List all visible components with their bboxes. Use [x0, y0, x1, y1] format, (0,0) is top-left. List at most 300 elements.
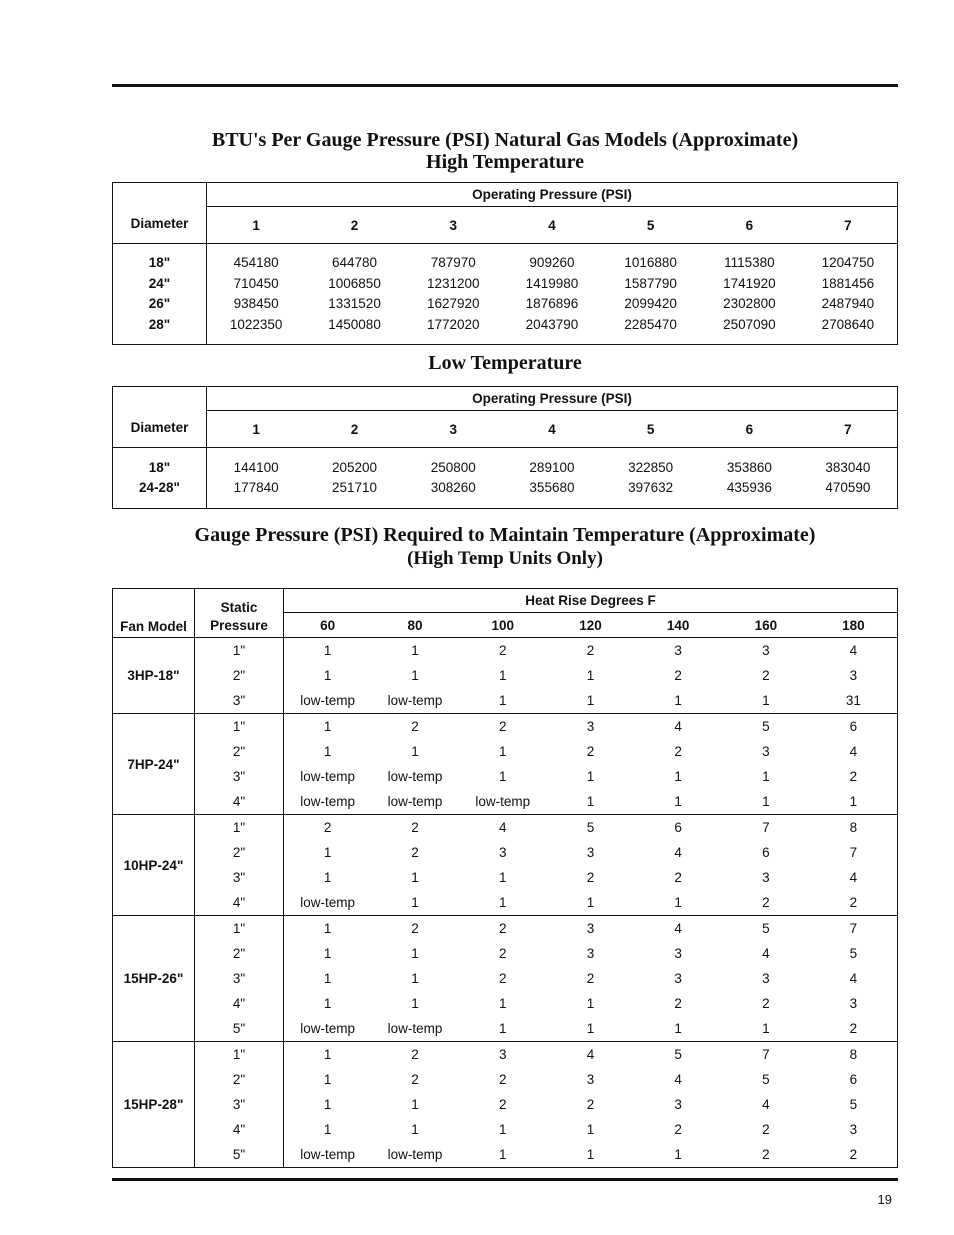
btu-value: 1881456 [821, 275, 875, 291]
static-pressure-cell: 1" [195, 916, 284, 942]
psi-value-cell: 1 [674, 1021, 682, 1036]
btu-column [404, 448, 503, 509]
static-pressure-cell: 3" [195, 688, 284, 714]
degree-column-header: 160 [754, 617, 778, 633]
btu-value: 1876896 [525, 296, 579, 311]
psi-value-cell: 3 [634, 638, 722, 664]
psi-value-cell: 2 [586, 1097, 595, 1112]
psi-value-cell: 3 [849, 668, 858, 683]
psi-value-cell: 4 [674, 845, 682, 860]
psi-value-cell: 1 [411, 1097, 419, 1112]
psi-value-cell: 1 [284, 1042, 372, 1068]
psi-value-cell: 2 [499, 946, 507, 961]
psi-value-cell: 3 [674, 971, 682, 986]
btu-column [700, 244, 799, 345]
psi-value-cell: 4 [849, 971, 858, 986]
btu-value: 177840 [233, 480, 279, 495]
psi-value-cell: 6 [762, 845, 770, 860]
static-pressure-cell: 2" [195, 941, 284, 966]
btu-column [404, 244, 503, 345]
btu-value: 289100 [529, 459, 575, 475]
btu-value: 2302800 [723, 296, 776, 311]
psi-value-cell: 3 [849, 1122, 858, 1137]
static-pressure-cell: 3" [195, 966, 284, 991]
psi-value-cell: 2 [411, 1072, 419, 1087]
psi-value-cell: 3 [674, 946, 682, 961]
btu-value: 322850 [628, 459, 674, 475]
psi-value-cell: 4 [634, 714, 722, 740]
psi-value-cell: low-temp [300, 794, 355, 809]
psi-value-cell: 2 [762, 895, 770, 910]
psi-value-cell: 1 [411, 946, 419, 961]
psi-column-header: 3 [449, 217, 458, 233]
static-pressure-cell: 2" [195, 1067, 284, 1092]
psi-column-header: 4 [548, 421, 556, 437]
psi-value-cell: 1 [762, 1021, 770, 1036]
btu-value: 1419980 [525, 275, 579, 291]
high-temp-btu-table [112, 182, 898, 345]
psi-value-cell: 1 [323, 1097, 332, 1112]
table-row [113, 840, 898, 865]
btu-value: 1587790 [624, 275, 677, 291]
psi-value-cell: 5 [634, 1042, 722, 1068]
btu-value: 1231200 [426, 275, 480, 291]
psi-value-cell: 5 [762, 1072, 770, 1087]
psi-value-cell: 8 [810, 1042, 898, 1068]
psi-value-cell: 1 [674, 1147, 682, 1162]
btu-value: 308260 [430, 480, 476, 495]
fan-model-cell: 7HP-24" [113, 714, 195, 815]
psi-column-header: 3 [449, 421, 458, 437]
psi-value-cell: 1 [323, 668, 332, 683]
table-row [113, 739, 898, 764]
psi-value-cell: 3 [762, 744, 770, 759]
psi-value-cell: 1 [586, 693, 595, 708]
table-row [113, 991, 898, 1016]
static-pressure-cell: 3" [195, 865, 284, 890]
psi-value-cell: 1 [411, 971, 419, 986]
btu-value: 2043790 [525, 316, 579, 332]
table-row [113, 916, 898, 942]
btu-column [305, 244, 404, 345]
psi-value-cell: 1 [586, 794, 595, 809]
btu-value: 383040 [825, 459, 871, 475]
psi-value-cell: 2 [499, 971, 507, 986]
table-row [113, 663, 898, 688]
psi-value-cell: 2 [762, 1122, 770, 1137]
btu-value: 1450080 [328, 316, 381, 332]
psi-value-cell: 1 [499, 1122, 507, 1137]
gauge-title-line2: (High Temp Units Only) [407, 548, 603, 569]
psi-value-cell: low-temp [387, 1021, 443, 1036]
gauge-pressure-table [112, 588, 898, 1168]
psi-value-cell: low-temp [387, 693, 443, 708]
psi-value-cell: 1 [499, 668, 507, 683]
btu-value: 787970 [430, 255, 476, 270]
psi-value-cell: 1 [411, 744, 419, 759]
psi-value-cell: 2 [284, 815, 372, 841]
psi-value-cell: low-temp [300, 1021, 355, 1036]
static-pressure-cell: 4" [195, 991, 284, 1016]
table-row [113, 966, 898, 991]
btu-value: 250800 [430, 459, 476, 475]
btu-value: 1772020 [426, 316, 480, 332]
degree-column-header: 100 [491, 617, 515, 633]
psi-value-cell: 1 [499, 769, 507, 784]
psi-value-cell: 2 [849, 1021, 858, 1036]
psi-value-cell: 1 [411, 996, 419, 1011]
btu-value: 144100 [233, 459, 279, 475]
table-row [113, 1142, 898, 1168]
psi-value-cell: 1 [586, 895, 595, 910]
low-temp-btu-table [112, 386, 898, 509]
psi-value-cell: 1 [586, 996, 595, 1011]
static-pressure-cell: 2" [195, 663, 284, 688]
static-pressure-cell: 2" [195, 739, 284, 764]
psi-value-cell: 6 [810, 714, 898, 740]
psi-value-cell: low-temp [387, 769, 443, 784]
diameter-header: Diameter [113, 387, 207, 448]
btu-value: 355680 [529, 480, 575, 495]
static-pressure-cell: 4" [195, 789, 284, 815]
psi-value-cell: 1 [323, 1072, 332, 1087]
psi-value-cell: 7 [722, 1042, 810, 1068]
static-pressure-cell: 1" [195, 638, 284, 664]
psi-value-cell: 1 [499, 870, 507, 885]
psi-value-cell: 4 [762, 946, 770, 961]
fan-model-header: Fan Model [113, 589, 195, 638]
diameter-value: 18" [148, 255, 171, 270]
pressure-label: Pressure [210, 618, 268, 633]
psi-column-header: 4 [548, 217, 556, 233]
btu-value: 1204750 [821, 255, 875, 270]
psi-value-cell: 2 [459, 714, 547, 740]
btu-value: 2099420 [624, 296, 677, 311]
psi-value-cell: 2 [674, 668, 682, 683]
table-row [113, 1117, 898, 1142]
psi-value-cell: 4 [459, 815, 547, 841]
psi-column-header: 7 [844, 217, 852, 233]
psi-value-cell: 2 [499, 1097, 507, 1112]
psi-value-cell: 4 [674, 1072, 682, 1087]
psi-value-cell: 2 [849, 1147, 858, 1162]
psi-value-cell: 2 [762, 996, 770, 1011]
psi-value-cell: 1 [849, 794, 858, 809]
psi-columns-row [113, 411, 898, 448]
table-row [113, 1092, 898, 1117]
diameter-list [113, 448, 207, 509]
psi-value-cell: 2 [371, 916, 459, 942]
fan-model-cell: 15HP-28" [113, 1042, 195, 1168]
psi-value-cell: 8 [810, 815, 898, 841]
heat-rise-row [113, 589, 898, 613]
psi-value-cell: low-temp [300, 693, 355, 708]
psi-value-cell: 31 [845, 693, 861, 708]
diameter-header: Diameter [113, 183, 207, 244]
psi-value-cell: 3 [547, 714, 635, 740]
table-row [113, 890, 898, 916]
psi-value-cell: 7 [722, 815, 810, 841]
psi-value-cell: 2 [411, 845, 419, 860]
psi-value-cell: 4 [849, 744, 858, 759]
static-pressure-cell: 2" [195, 840, 284, 865]
psi-column-header: 6 [745, 421, 754, 437]
psi-value-cell: 2 [499, 1072, 507, 1087]
psi-value-cell: 2 [547, 638, 635, 664]
btu-value: 909260 [529, 255, 575, 270]
psi-value-cell: low-temp [300, 769, 355, 784]
static-pressure-cell: 4" [195, 1117, 284, 1142]
psi-value-cell: low-temp [387, 1147, 443, 1162]
psi-value-cell: 3 [722, 638, 810, 664]
psi-column-header: 1 [252, 217, 260, 233]
btu-value: 644780 [332, 255, 378, 270]
psi-value-cell: 3 [586, 845, 595, 860]
table-row [113, 865, 898, 890]
static-pressure-cell: 3" [195, 1092, 284, 1117]
table-row [113, 789, 898, 815]
degree-column-header: 120 [579, 617, 602, 633]
psi-value-cell: 1 [499, 996, 507, 1011]
fan-model-cell: 15HP-26" [113, 916, 195, 1042]
psi-value-cell: 2 [849, 895, 858, 910]
diameter-value: 28" [148, 316, 171, 332]
psi-value-cell: low-temp [300, 895, 355, 910]
psi-column-header: 2 [350, 421, 359, 437]
psi-value-cell: 1 [586, 769, 595, 784]
psi-value-cell: low-temp [387, 794, 443, 809]
psi-value-cell: 3 [762, 971, 770, 986]
gauge-table-body [113, 638, 898, 1168]
psi-value-cell: 3 [586, 1072, 595, 1087]
psi-value-cell: 1 [674, 769, 682, 784]
psi-value-cell: 1 [586, 1147, 595, 1162]
psi-value-cell: 1 [411, 1122, 419, 1137]
btu-value: 938450 [233, 296, 279, 311]
psi-value-cell: 3 [459, 1042, 547, 1068]
table-row [113, 1067, 898, 1092]
table-row [113, 941, 898, 966]
psi-value-cell: 3 [762, 870, 770, 885]
high-temp-subtitle: High Temperature [426, 151, 584, 173]
btu-column [207, 448, 306, 509]
static-pressure-cell: 5" [195, 1142, 284, 1168]
psi-value-cell: 1 [371, 638, 459, 664]
psi-value-cell: 2 [371, 1042, 459, 1068]
operating-pressure-header: Operating Pressure (PSI) [207, 183, 898, 207]
psi-value-cell: 1 [499, 744, 507, 759]
psi-value-cell: 1 [762, 693, 770, 708]
psi-value-cell: 1 [499, 1021, 507, 1036]
table-row [113, 638, 898, 664]
degree-column-header: 60 [320, 617, 336, 633]
psi-value-cell: 2 [762, 668, 770, 683]
psi-value-cell: 7 [810, 916, 898, 942]
psi-value-cell: 1 [586, 1021, 595, 1036]
table-row [113, 1016, 898, 1042]
btu-value: 1115380 [724, 255, 775, 270]
psi-value-cell: 6 [849, 1072, 858, 1087]
btu-column [305, 448, 404, 509]
psi-value-cell: 3 [674, 1097, 682, 1112]
psi-value-cell: 2 [371, 714, 459, 740]
psi-value-cell: low-temp [475, 794, 531, 809]
btu-value: 2507090 [723, 316, 776, 332]
psi-value-cell: 1 [499, 895, 507, 910]
static-pressure-cell: 3" [195, 764, 284, 789]
btu-column [700, 448, 799, 509]
operating-pressure-row [113, 387, 898, 411]
table-row [113, 688, 898, 714]
btu-value: 2487940 [821, 296, 875, 311]
fan-model-cell: 3HP-18" [113, 638, 195, 714]
psi-value-cell: 1 [411, 870, 419, 885]
psi-value-cell: 5 [722, 916, 810, 942]
degree-column-header: 80 [407, 617, 423, 633]
psi-value-cell: 3 [586, 946, 595, 961]
degree-column-header: 140 [666, 617, 690, 633]
btu-value: 2285470 [624, 316, 677, 332]
diameter-value: 24-28" [139, 480, 180, 495]
diameter-value: 18" [148, 459, 171, 475]
btu-value: 710450 [233, 275, 279, 291]
btu-value: 1331520 [328, 296, 381, 311]
psi-value-cell: 4 [849, 870, 858, 885]
psi-value-cell: 1 [323, 996, 332, 1011]
psi-value-cell: 5 [849, 1097, 858, 1112]
psi-column-header: 5 [646, 421, 655, 437]
psi-value-cell: 3 [547, 916, 635, 942]
static-pressure-header [195, 589, 284, 638]
psi-value-cell: 2 [674, 870, 682, 885]
btu-table-title [112, 129, 898, 173]
btu-column [799, 244, 898, 345]
psi-value-cell: 1 [674, 794, 682, 809]
btu-value: 1016880 [624, 255, 677, 270]
heat-rise-header: Heat Rise Degrees F [284, 589, 898, 613]
btu-value: 1006850 [328, 275, 381, 291]
psi-column-header: 5 [646, 217, 655, 233]
psi-value-cell: 1 [323, 946, 332, 961]
diameter-value: 24" [148, 275, 171, 291]
psi-columns-row [113, 207, 898, 244]
btu-value: 353860 [726, 459, 772, 475]
psi-value-cell: 2 [674, 1122, 682, 1137]
btu-column [503, 448, 602, 509]
psi-value-cell: 4 [810, 638, 898, 664]
psi-value-cell: 2 [674, 996, 682, 1011]
psi-value-cell: 2 [459, 638, 547, 664]
btu-value: 435936 [726, 480, 772, 495]
psi-value-cell: 2 [586, 744, 595, 759]
btu-value: 1627920 [426, 296, 480, 311]
static-pressure-cell: 1" [195, 714, 284, 740]
psi-value-cell: 1 [284, 638, 372, 664]
low-temp-title: Low Temperature [428, 352, 582, 374]
psi-value-cell: 4 [547, 1042, 635, 1068]
static-pressure-cell: 1" [195, 1042, 284, 1068]
static-pressure-cell: 1" [195, 815, 284, 841]
psi-value-cell: 1 [323, 744, 332, 759]
psi-value-cell: 1 [586, 668, 595, 683]
psi-value-cell: 2 [371, 815, 459, 841]
page-number: 19 [877, 1192, 892, 1207]
btu-value: 2708640 [821, 316, 875, 332]
btu-column [601, 448, 700, 509]
psi-value-cell: 1 [762, 794, 770, 809]
operating-pressure-header: Operating Pressure (PSI) [207, 387, 898, 411]
psi-value-cell: 2 [762, 1147, 770, 1162]
psi-value-cell: 4 [762, 1097, 770, 1112]
psi-column-header: 6 [745, 217, 754, 233]
psi-value-cell: 1 [499, 1147, 507, 1162]
btu-title-line1: BTU's Per Gauge Pressure (PSI) Natural Gas Models (Approximate) [211, 129, 799, 151]
psi-value-cell: 6 [634, 815, 722, 841]
top-rule [112, 84, 898, 87]
btu-value: 397632 [628, 480, 674, 495]
bottom-rule [112, 1178, 898, 1181]
psi-value-cell: 7 [849, 845, 858, 860]
psi-value-cell: 1 [323, 845, 332, 860]
psi-column-header: 1 [252, 421, 260, 437]
btu-value: 454180 [233, 255, 279, 270]
psi-value-cell: 1 [674, 693, 682, 708]
operating-pressure-row [113, 183, 898, 207]
psi-value-cell: 5 [547, 815, 635, 841]
btu-column [799, 448, 898, 509]
table-row [113, 815, 898, 841]
table-row [113, 764, 898, 789]
psi-value-cell: 1 [586, 1122, 595, 1137]
low-temp-body [113, 448, 898, 509]
btu-column [207, 244, 306, 345]
psi-value-cell: 4 [634, 916, 722, 942]
psi-value-cell: 2 [849, 769, 858, 784]
gauge-title-line1: Gauge Pressure (PSI) Required to Maintain Temperature (Approximate) [194, 524, 816, 546]
btu-value: 251710 [332, 480, 378, 495]
psi-value-cell: 2 [459, 916, 547, 942]
psi-value-cell: 1 [323, 1122, 332, 1137]
psi-value-cell: 3 [849, 996, 858, 1011]
psi-column-header: 2 [350, 217, 359, 233]
btu-column [503, 244, 602, 345]
btu-value: 205200 [332, 459, 378, 475]
psi-value-cell: 1 [674, 895, 682, 910]
fan-model-cell: 10HP-24" [113, 815, 195, 916]
psi-value-cell: 1 [284, 916, 372, 942]
psi-value-cell: 5 [722, 714, 810, 740]
psi-value-cell: 1 [411, 668, 419, 683]
psi-value-cell: 3 [499, 845, 507, 860]
psi-value-cell: 1 [284, 714, 372, 740]
psi-value-cell: 2 [586, 971, 595, 986]
psi-value-cell: low-temp [300, 1147, 355, 1162]
psi-value-cell: 1 [323, 870, 332, 885]
psi-value-cell: 5 [849, 946, 858, 961]
btu-value: 1022350 [229, 316, 283, 332]
psi-value-cell: 2 [674, 744, 682, 759]
btu-value: 470590 [825, 480, 871, 495]
table-row [113, 1042, 898, 1068]
btu-value: 1741920 [723, 275, 776, 291]
psi-value-cell: 2 [586, 870, 595, 885]
static-label: Static [220, 600, 258, 615]
diameter-value: 26" [148, 296, 171, 311]
psi-value-cell: 1 [499, 693, 507, 708]
degree-column-header: 180 [842, 617, 865, 633]
table-row [113, 714, 898, 740]
psi-value-cell: 1 [762, 769, 770, 784]
